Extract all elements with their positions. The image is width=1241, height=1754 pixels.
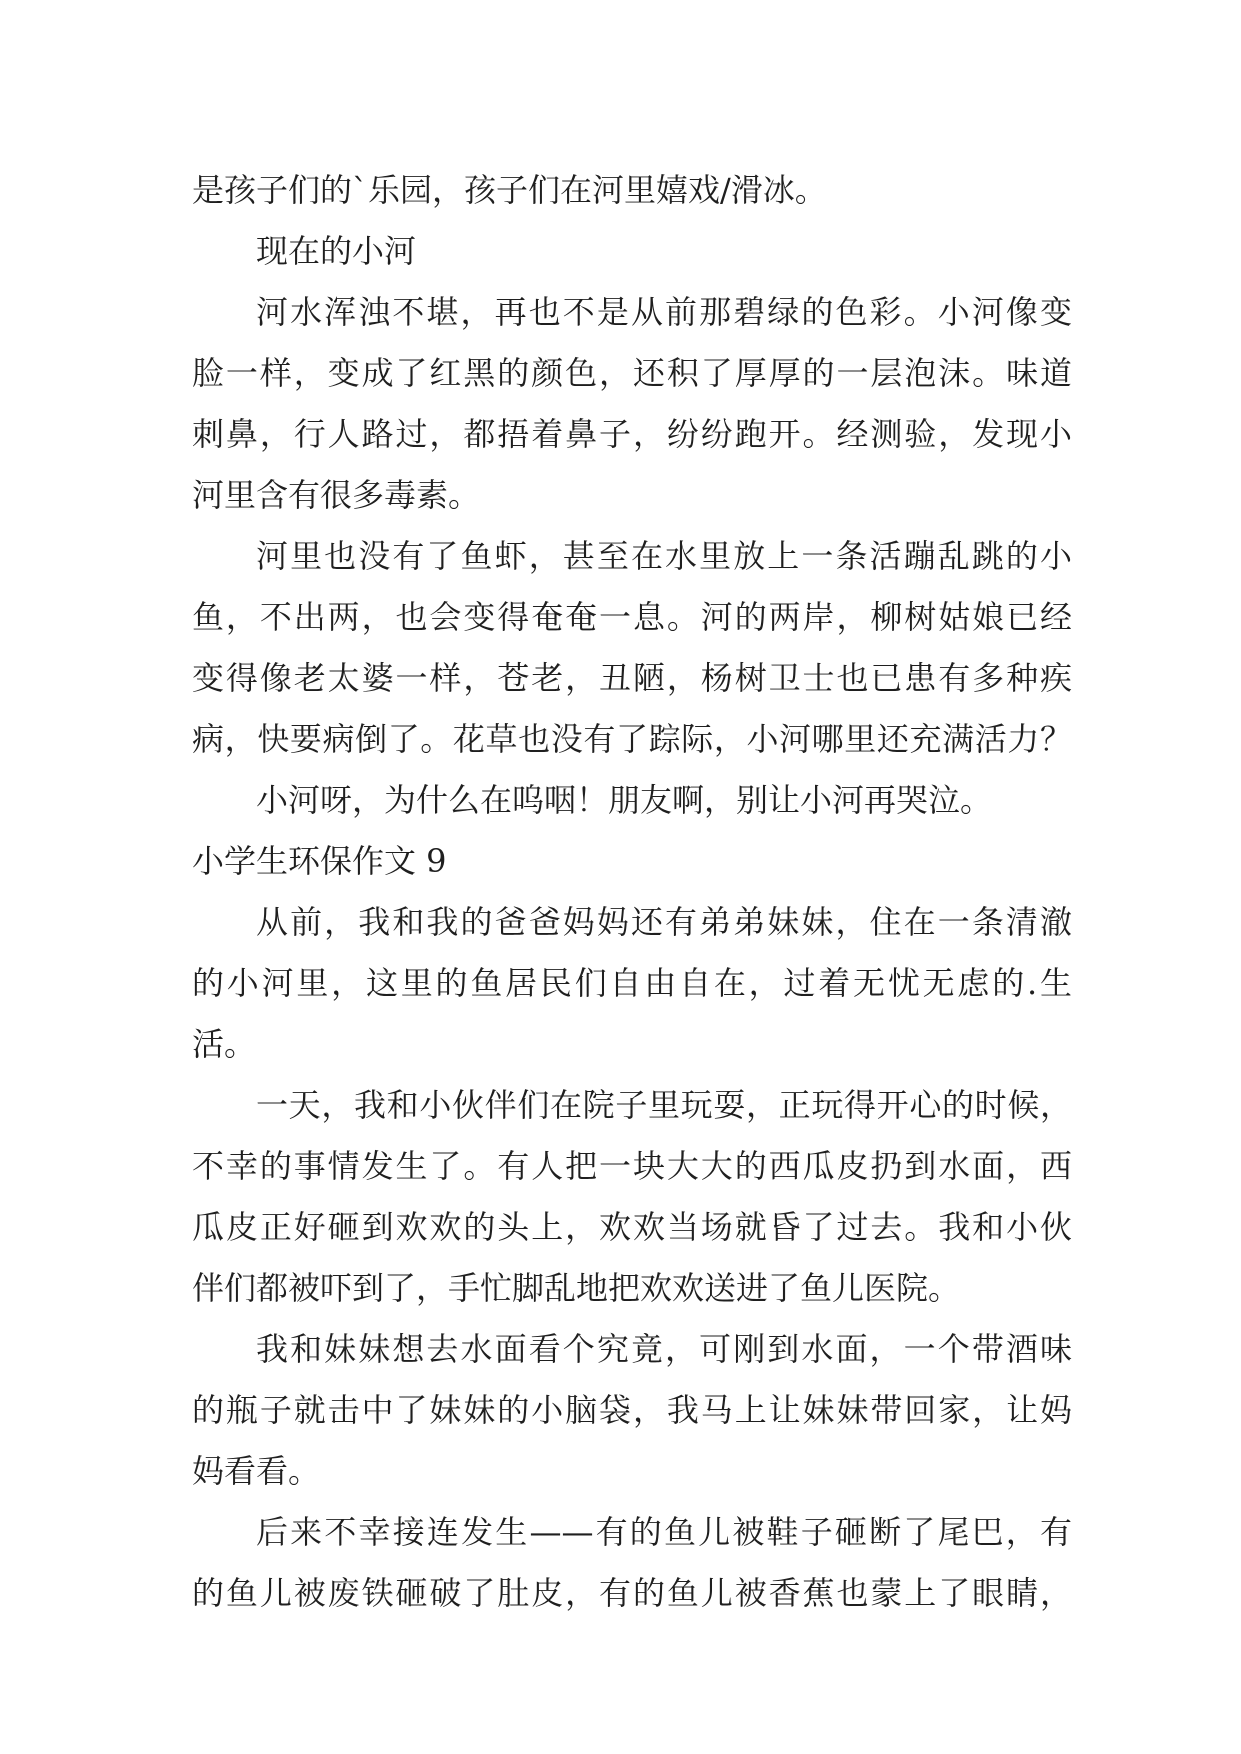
text-line: 河水浑浊不堪，再也不是从前那碧绿的色彩。小河像变 (256, 293, 1072, 331)
text-line: 刺鼻，行人路过，都捂着鼻子，纷纷跑开。经测验，发现小 (192, 415, 1072, 453)
text-line: 脸一样，变成了红黑的颜色，还积了厚厚的一层泡沫。味道 (192, 354, 1072, 392)
text-line: 河里含有很多毒素。 (192, 476, 481, 514)
text-line: 的瓶子就击中了妹妹的小脑袋，我马上让妹妹带回家，让妈 (192, 1391, 1072, 1429)
text-line: 不幸的事情发生了。有人把一块大大的西瓜皮扔到水面，西 (192, 1147, 1072, 1185)
text-line: 后来不幸接连发生——有的鱼儿被鞋子砸断了尾巴，有 (256, 1513, 1072, 1551)
text-line: 的小河里，这里的鱼居民们自由自在，过着无忧无虑的.生 (192, 964, 1072, 1002)
text-line: 瓜皮正好砸到欢欢的头上，欢欢当场就昏了过去。我和小伙 (192, 1208, 1072, 1246)
text-line: 伴们都被吓到了，手忙脚乱地把欢欢送进了鱼儿医院。 (192, 1269, 961, 1307)
text-line: 变得像老太婆一样，苍老，丑陋，杨树卫士也已患有多种疾 (192, 659, 1072, 697)
text-line: 妈看看。 (192, 1452, 321, 1490)
text-line: 河里也没有了鱼虾，甚至在水里放上一条活蹦乱跳的小 (256, 537, 1072, 575)
text-line: 小河呀，为什么在呜咽！朋友啊，别让小河再哭泣。 (256, 781, 993, 819)
article-title: 小学生环保作文 9 (192, 842, 447, 880)
text-line: 活。 (192, 1025, 257, 1063)
text-line: 从前，我和我的爸爸妈妈还有弟弟妹妹，住在一条清澈 (256, 903, 1072, 941)
text-line: 一天，我和小伙伴们在院子里玩耍，正玩得开心的时候， (256, 1086, 1072, 1124)
text-line: 鱼，不出两，也会变得奄奄一息。河的两岸，柳树姑娘已经 (192, 598, 1072, 636)
text-line: 的鱼儿被废铁砸破了肚皮，有的鱼儿被香蕉也蒙上了眼睛， (192, 1574, 1072, 1612)
text-line: 病，快要病倒了。花草也没有了踪际，小河哪里还充满活力？ (192, 720, 1072, 758)
text-line: 我和妹妹想去水面看个究竟，可刚到水面，一个带酒味 (256, 1330, 1072, 1368)
text-line: 是孩子们的`乐园，孩子们在河里嬉戏/滑冰。 (192, 171, 827, 209)
document-body (192, 160, 1072, 1624)
section-heading: 现在的小河 (256, 232, 417, 270)
